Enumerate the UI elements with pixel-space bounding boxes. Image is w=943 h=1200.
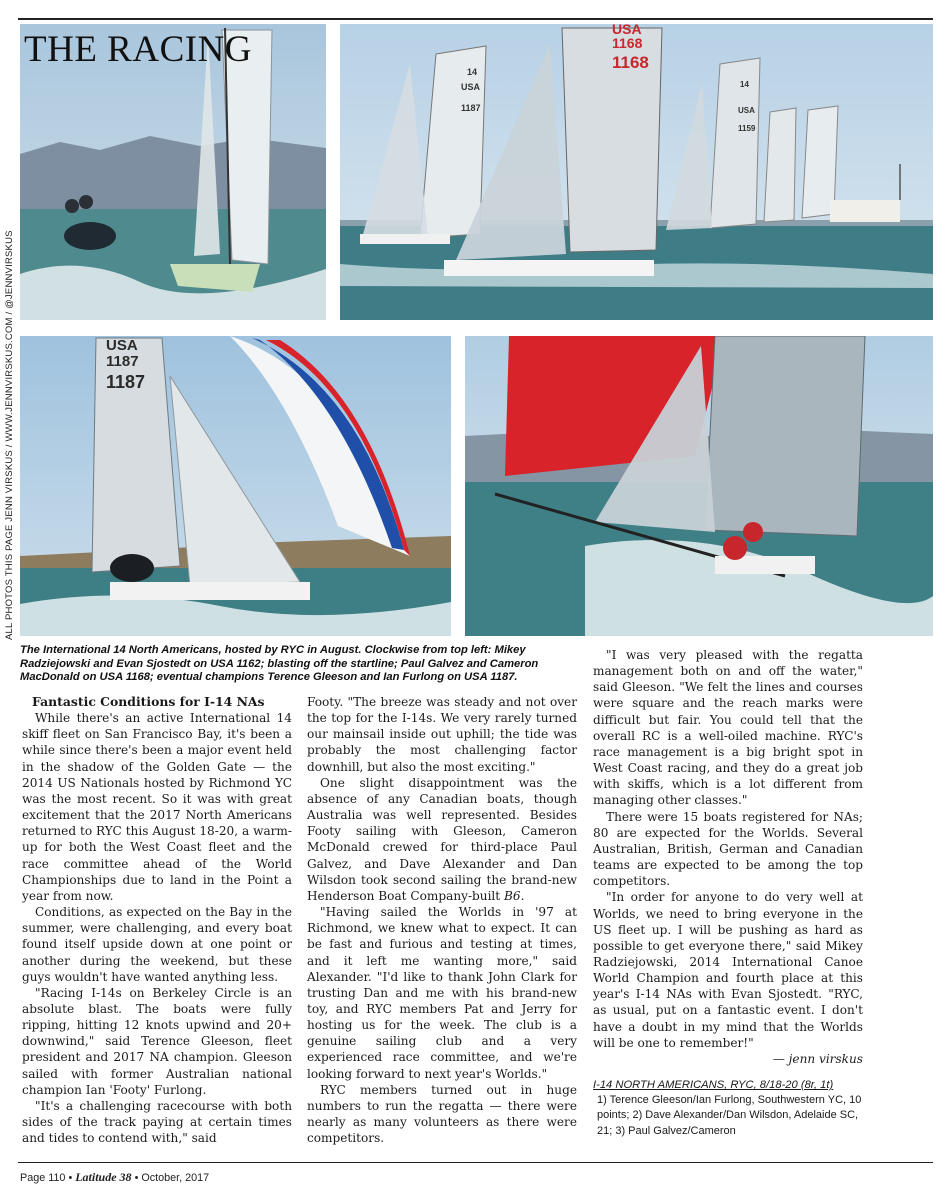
sail-number-left-usa: USA [461,82,481,92]
sail-number-front-num2: 1168 [612,53,649,72]
sail-number-left-num: 1187 [461,103,481,113]
top-rule [18,18,933,20]
results-list: 1) Terence Gleeson/Ian Furlong, Southwestern YC, 10 points; 2) Dave Alexander/Dan Wilsdon, Adelaide SC, 21; 3) Paul Galvez/Cameron [597,1094,862,1137]
photo-galvez-macdonald-usa-1168 [465,336,933,636]
article-headline: Fantastic Conditions for I-14 NAs [32,694,265,709]
sail-number-champions-num2: 1187 [106,372,146,392]
paragraph: "It's a challenging racecourse with both sides of the track paying at certain times and tides to contend with," said [22,1098,292,1146]
page-footer [20,1170,209,1185]
sail-number-right-num: 1159 [738,124,756,133]
article-column-3 [593,647,863,1139]
sail-number-champions-num1: 1187 [106,353,139,370]
bottom-rule [18,1162,933,1163]
magazine-name: Latitude 38 [75,1170,132,1184]
page-number: Page 110 [20,1172,66,1184]
section-title: THE RACING [24,29,253,70]
issue-date: October, 2017 [141,1172,210,1184]
paragraph: "In order for anyone to do very well at Worlds, we need to bring everyone in the US fleet up. I will be pushing as hard as possible to get everyone there," said Mikey Radziejowski, 2014 International Canoe World Champion and fourth place at this year's I-14 NAs with Evan Sjostedt. "RYC, as usual, put on a fantastic event. I don't have a doubt in my mind that the Worlds will be one to remember!" [593,890,863,1050]
article-column-2 [307,694,577,1146]
author-signoff: — jenn virskus [772,1051,863,1066]
footer-bullet: • [134,1172,139,1184]
footer-bullet: • [68,1172,73,1184]
sail-number-front-usa: USA [612,21,642,37]
photo-credit: ALL PHOTOS THIS PAGE JENN VIRSKUS / WWW.JENNVIRSKUS.COM / @JENNVIRSKUS [4,230,15,640]
paragraph-text: One slight disappointment was the absence of any Canadian boats, though Australia was well represented. Besides Footy sailing with Gleeson, Cameron McDonald crewed for third-place Paul Galvez, and Dave Alexander and Dan Wilsdon took second sailing the brand-new Henderson Boat Company-built [307,775,577,903]
paragraph: Conditions, as expected on the Bay in the summer, were challenging, and every boat found itself upside down at one point or another during the weekend, but these guys wouldn't have wanted anything less. [22,905,292,984]
paragraph: While there's an active International 14 skiff fleet on San Francisco Bay, it's been a while since there's been a major event held in the shadow of the Golden Gate — the 2014 US Nationals hosted by Richmond YC was the most recent. So it was with great excitement that the 2017 North Americans returned to RYC this August 18-20, a warm-up for both the West Coast fleet and the race committee ahead of the World Championships due to land in the Point a year from now. [22,711,292,903]
sail-number-right-usa: USA [738,106,755,115]
paragraph [307,775,577,904]
paragraph: There were 15 boats registered for NAs; 80 are expected for the Worlds. Several Australian, British, German and Canadian teams are expected to be among the top competitors. [593,809,863,889]
boat-name: B6 [504,888,521,903]
paragraph: RYC members turned out in huge numbers to run the regatta — there were nearly as many volunteers as there were competitors. [307,1082,577,1146]
paragraph: "Racing I-14s on Berkeley Circle is an absolute blast. The boats were fully ripping, hitting 12 knots upwind and 20+ downwind," said Terence Gleeson, fleet president and 2017 NA champion. Gleeson sailed with former Australian national champion Ian 'Footy' Furlong. [22,985,292,1097]
results-heading: I-14 NORTH AMERICANS, RYC, 8/18-20 (8r, 1t) [593,1079,834,1092]
paragraph: "I was very pleased with the regatta management both on and off the water," said Gleeson. "We felt the lines and courses were square and the reach marks were difficult but fair. You could tell that the overall RC is a well-oiled machine. RYC's race management is a big bright spot in West Coast racing, and they do a great job with skiffs, which is a lot different from managing other classes." [593,648,863,808]
sail-number-front-num1: 1168 [612,35,643,51]
photo-champions-usa-1187 [20,336,451,636]
photo-caption: The International 14 North Americans, hosted by RYC in August. Clockwise from top left: Mikey Radziejowski and Evan Sjostedt on USA 1162; blasting off the startline; Paul Galvez and Cameron MacDonald on USA 1168; eventual champions Terence Gleeson and Ian Furlong on USA 1187. [20,644,539,684]
sail-number-left-class: 14 [467,67,478,77]
sail-number-right-class: 14 [740,80,749,89]
sail-number-champions-usa: USA [106,337,138,354]
paragraph: "Having sailed the Worlds in '97 at Richmond, we knew what to expect. It can be fast and furious and testing at times, and it left me wanting more," said Alexander. "I'd like to thank John Clark for trusting Dan and me with his brand-new toy, and RYC members Pat and Jerry for hosting us for the week. The club is a genuine sailing club and a very experienced race committee, and we're looking forward to next year's Worlds." [307,905,577,1081]
paragraph: Footy. "The breeze was steady and not over the top for the I-14s. We very rarely turned our mainsail inside out uphill; the tide was probably the most challenging factor downhill, but also the most exciting." [307,695,577,774]
article-column-1 [22,694,292,1146]
paragraph-end: . [520,888,525,903]
